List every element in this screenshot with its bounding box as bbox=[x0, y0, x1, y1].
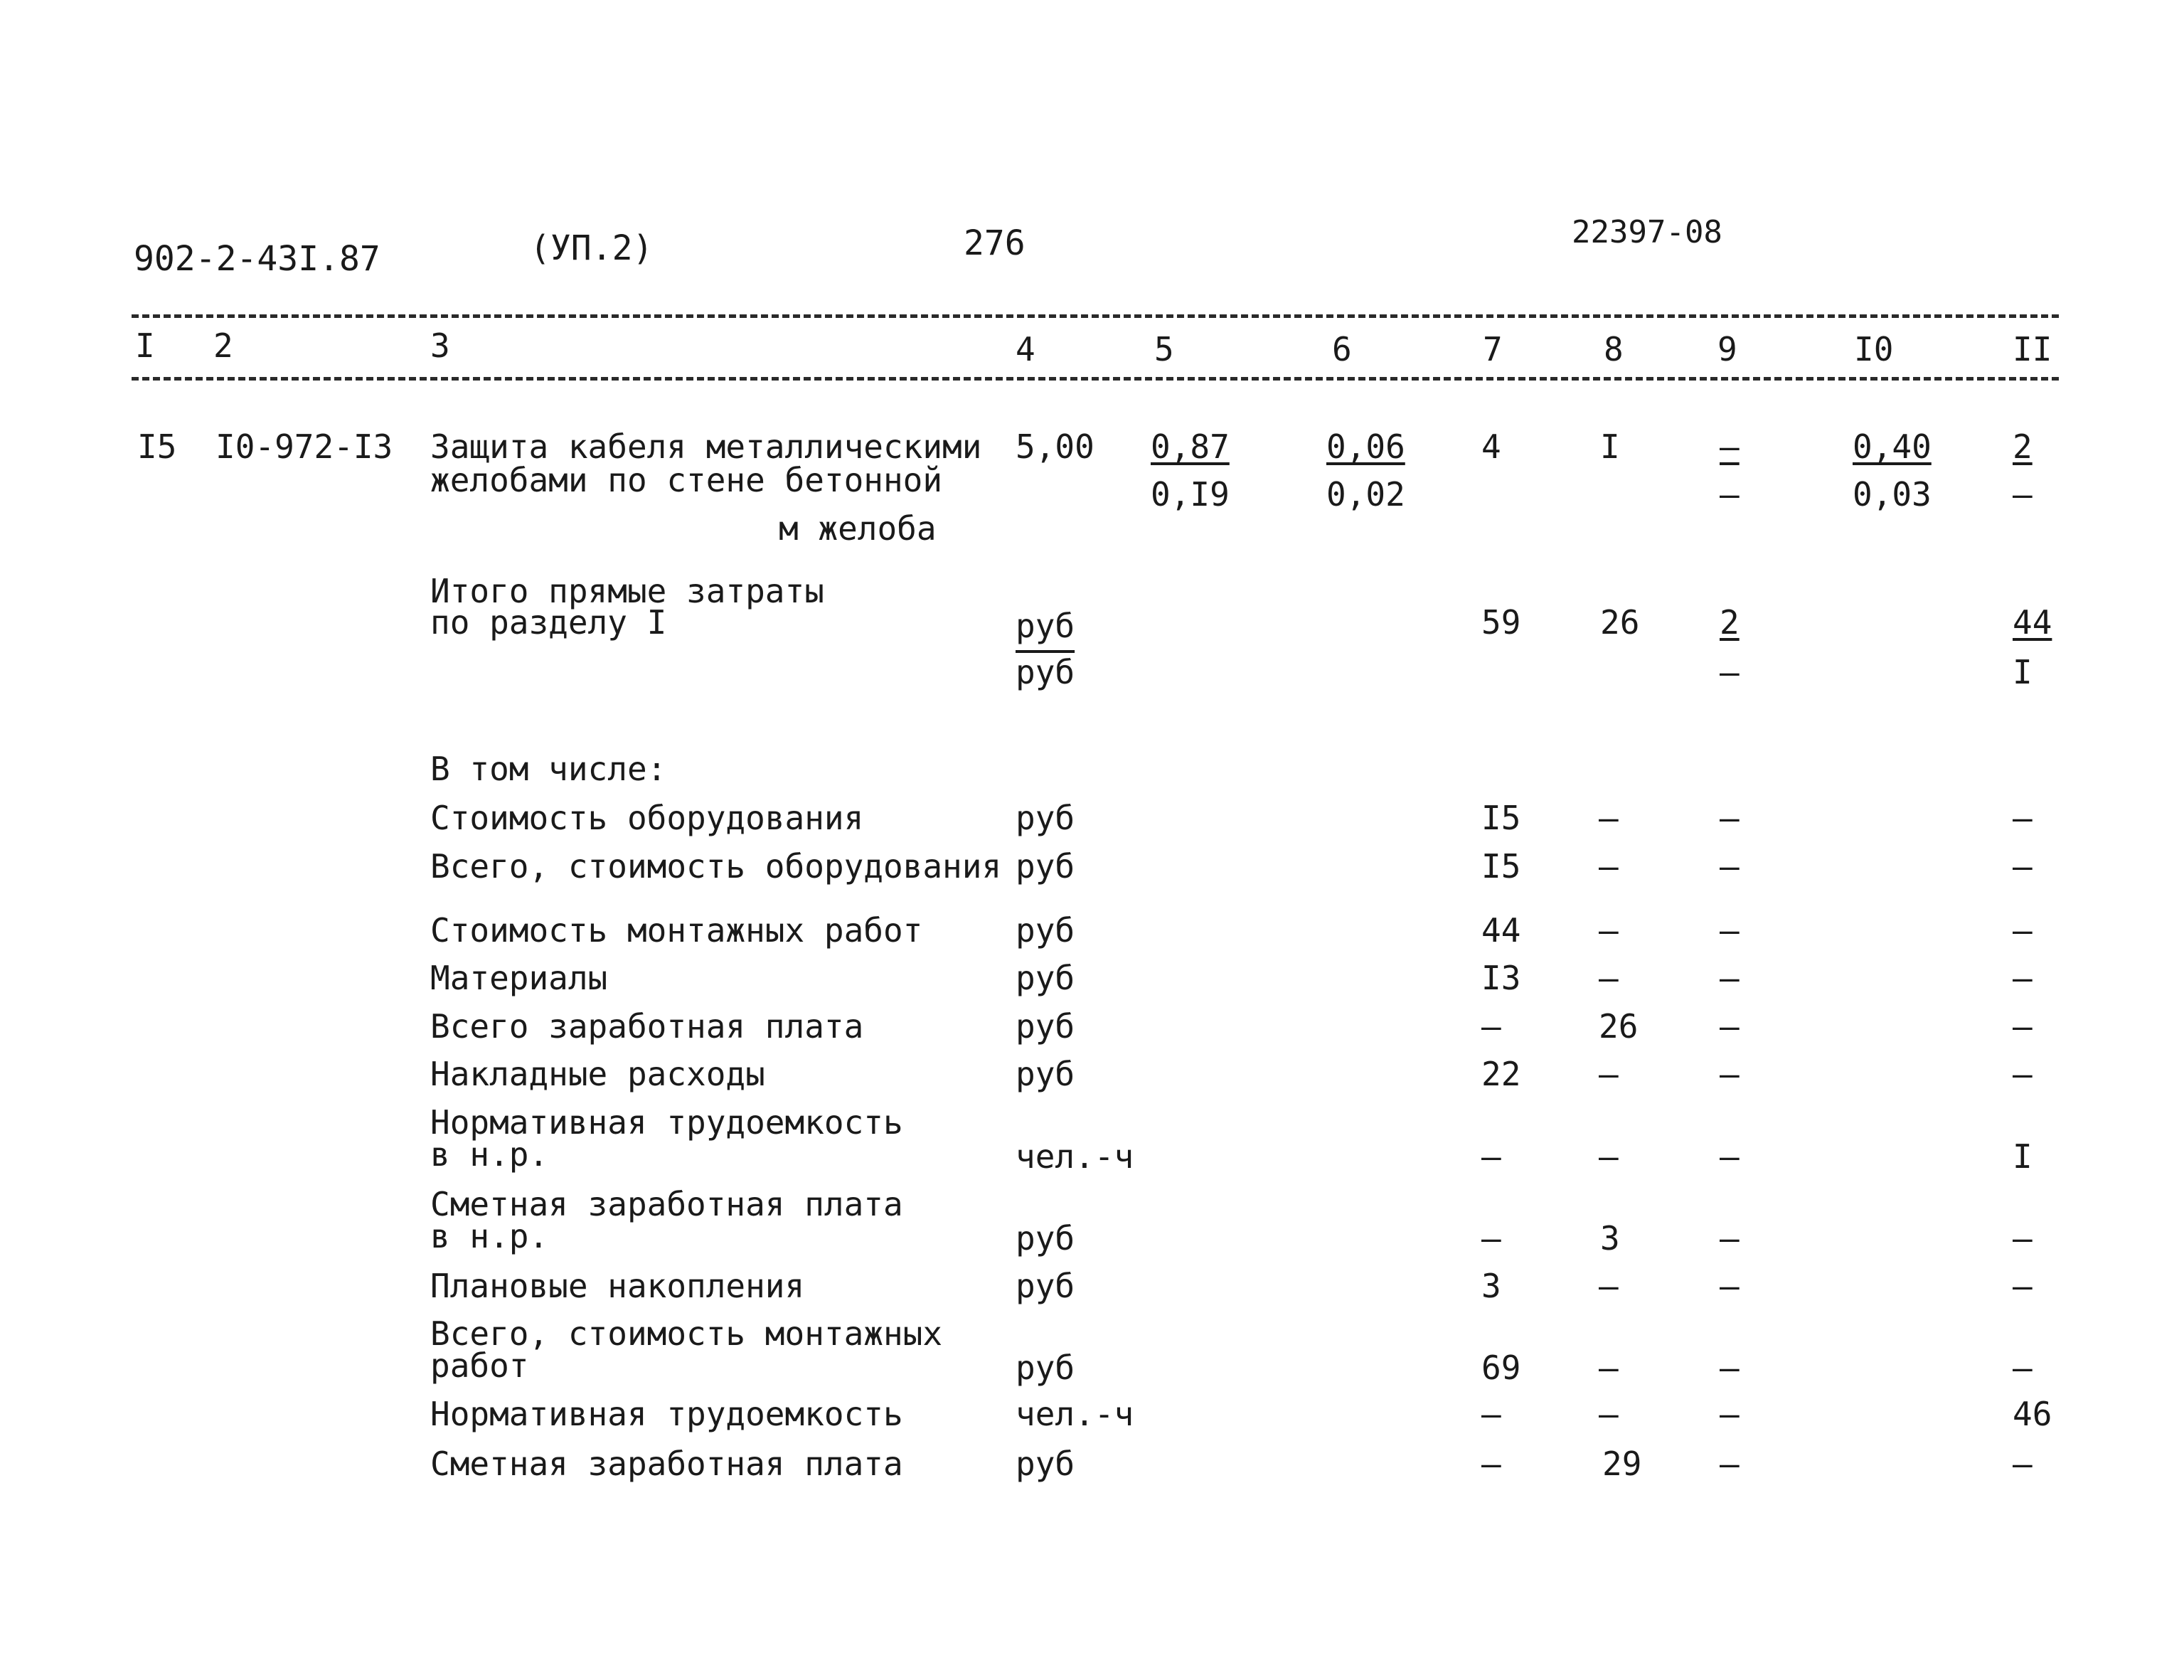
column-header-2: 2 bbox=[213, 326, 233, 365]
row-col7: 44 bbox=[1481, 911, 1521, 950]
column-header-7: 7 bbox=[1483, 330, 1503, 368]
row-col9: – bbox=[1720, 911, 1740, 950]
row-col9: – bbox=[1720, 1007, 1740, 1046]
item-code: I0-972-I3 bbox=[215, 427, 393, 466]
row-label: Сметная заработная плата bbox=[430, 1185, 903, 1223]
row-col11: – bbox=[2013, 1349, 2033, 1387]
total-col11-bottom: I bbox=[2013, 653, 2033, 691]
total-col9-bottom: – bbox=[1720, 653, 1740, 691]
item-col11-bottom: – bbox=[2013, 475, 2033, 514]
column-header-9: 9 bbox=[1717, 330, 1737, 368]
row-col7: I5 bbox=[1481, 847, 1521, 886]
row-label-continued: в н.р. bbox=[430, 1135, 549, 1174]
item-col7: 4 bbox=[1481, 427, 1501, 466]
column-header-8: 8 bbox=[1604, 330, 1624, 368]
row-label: Всего, стоимость монтажных bbox=[430, 1314, 943, 1353]
volume-label: (УП.2) bbox=[530, 228, 654, 268]
page-number: 276 bbox=[964, 223, 1026, 263]
table-header-rule bbox=[132, 377, 2059, 381]
row-col8: – bbox=[1599, 799, 1619, 837]
row-col7: 69 bbox=[1481, 1349, 1521, 1387]
row-label: Плановые накопления bbox=[430, 1267, 805, 1305]
item-description-line-1: Защита кабеля металлическими bbox=[430, 427, 982, 466]
row-label: Всего заработная плата bbox=[430, 1007, 864, 1046]
row-col11: – bbox=[2013, 959, 2033, 997]
row-col8: – bbox=[1599, 1137, 1619, 1176]
row-label-continued: в н.р. bbox=[430, 1217, 549, 1255]
row-col11: – bbox=[2013, 1445, 2033, 1483]
row-col7: – bbox=[1481, 1395, 1501, 1433]
row-col8: – bbox=[1599, 1055, 1619, 1093]
row-col7: – bbox=[1481, 1007, 1501, 1046]
row-label: Стоимость монтажных работ bbox=[430, 911, 923, 950]
row-col8: – bbox=[1599, 959, 1619, 997]
row-col8: – bbox=[1599, 1349, 1619, 1387]
row-col7: – bbox=[1481, 1137, 1501, 1176]
item-number: I5 bbox=[137, 427, 177, 466]
row-col9: – bbox=[1720, 1219, 1740, 1258]
row-col11: I bbox=[2013, 1137, 2033, 1176]
row-col11: – bbox=[2013, 1219, 2033, 1258]
column-header-4: 4 bbox=[1016, 330, 1035, 368]
row-col9: – bbox=[1720, 1137, 1740, 1176]
row-col7: – bbox=[1481, 1219, 1501, 1258]
item-col9-top: – bbox=[1720, 427, 1740, 466]
item-col10-bottom: 0,03 bbox=[1853, 475, 1932, 514]
item-col11-top: 2 bbox=[2013, 427, 2033, 466]
row-unit: руб bbox=[1016, 959, 1075, 997]
total-label-line-2: по разделу I bbox=[430, 603, 667, 642]
row-unit: чел.-ч bbox=[1016, 1395, 1134, 1433]
row-col11: – bbox=[2013, 799, 2033, 837]
row-unit: руб bbox=[1016, 847, 1075, 886]
row-label: Накладные расходы bbox=[430, 1055, 765, 1093]
row-col8: – bbox=[1599, 1267, 1619, 1305]
row-col9: – bbox=[1720, 1395, 1740, 1433]
row-col11: 46 bbox=[2013, 1395, 2052, 1433]
row-col9: – bbox=[1720, 1445, 1740, 1483]
row-unit: руб bbox=[1016, 1219, 1075, 1258]
row-label-continued: работ bbox=[430, 1346, 529, 1385]
row-label: Сметная заработная плата bbox=[430, 1445, 903, 1483]
row-unit: руб bbox=[1016, 1445, 1075, 1483]
row-col9: – bbox=[1720, 847, 1740, 886]
row-col8: – bbox=[1599, 911, 1619, 950]
row-col8: – bbox=[1599, 847, 1619, 886]
row-label: Материалы bbox=[430, 959, 608, 997]
including-heading: В том числе: bbox=[430, 750, 667, 788]
row-col9: – bbox=[1720, 959, 1740, 997]
row-unit: чел.-ч bbox=[1016, 1137, 1134, 1176]
total-col8: 26 bbox=[1600, 603, 1640, 642]
row-unit: руб bbox=[1016, 1055, 1075, 1093]
row-col8: – bbox=[1599, 1395, 1619, 1433]
sheet-code: 22397-08 bbox=[1572, 214, 1722, 250]
item-col6-top: 0,06 bbox=[1326, 427, 1405, 466]
row-col7: – bbox=[1481, 1445, 1501, 1483]
row-col8: 3 bbox=[1600, 1219, 1620, 1258]
row-col11: – bbox=[2013, 847, 2033, 886]
column-header-6: 6 bbox=[1332, 330, 1352, 368]
total-label-line-1: Итого прямые затраты bbox=[430, 572, 824, 610]
item-col10-top: 0,40 bbox=[1853, 427, 1932, 466]
row-col7: 3 bbox=[1481, 1267, 1501, 1305]
row-col9: – bbox=[1720, 799, 1740, 837]
row-col8: 26 bbox=[1599, 1007, 1639, 1046]
row-unit: руб bbox=[1016, 911, 1075, 950]
row-col9: – bbox=[1720, 1349, 1740, 1387]
total-col9-top: 2 bbox=[1720, 603, 1740, 642]
row-unit: руб bbox=[1016, 1007, 1075, 1046]
total-col11-top: 44 bbox=[2013, 603, 2052, 642]
row-col11: – bbox=[2013, 1267, 2033, 1305]
row-label: Стоимость оборудования bbox=[430, 799, 864, 837]
item-col8: I bbox=[1600, 427, 1620, 466]
column-header-3: 3 bbox=[430, 326, 450, 365]
row-col9: – bbox=[1720, 1055, 1740, 1093]
row-col7: 22 bbox=[1481, 1055, 1521, 1093]
column-header-11: II bbox=[2013, 330, 2052, 368]
row-col7: I3 bbox=[1481, 959, 1521, 997]
item-description-line-2: желобами по стене бетонной bbox=[430, 461, 943, 499]
total-col7: 59 bbox=[1481, 603, 1521, 642]
column-header-1: I bbox=[135, 326, 155, 365]
item-col5-bottom: 0,I9 bbox=[1151, 475, 1230, 514]
document-code: 902-2-43I.87 bbox=[134, 239, 380, 279]
row-col11: – bbox=[2013, 911, 2033, 950]
row-label: Всего, стоимость оборудования bbox=[430, 847, 1002, 886]
column-header-5: 5 bbox=[1154, 330, 1174, 368]
row-col7: I5 bbox=[1481, 799, 1521, 837]
item-unit: м желоба bbox=[779, 509, 937, 548]
row-label: Нормативная трудоемкость bbox=[430, 1103, 903, 1142]
total-unit-top: руб bbox=[1016, 607, 1075, 645]
column-header-10: I0 bbox=[1854, 330, 1894, 368]
row-label: Нормативная трудоемкость bbox=[430, 1395, 903, 1433]
item-quantity: 5,00 bbox=[1016, 427, 1094, 466]
row-col8: 29 bbox=[1602, 1445, 1642, 1483]
total-unit-bottom: руб bbox=[1016, 653, 1075, 691]
item-col5-top: 0,87 bbox=[1151, 427, 1230, 466]
row-unit: руб bbox=[1016, 799, 1075, 837]
row-unit: руб bbox=[1016, 1267, 1075, 1305]
item-col6-bottom: 0,02 bbox=[1326, 475, 1405, 514]
row-col9: – bbox=[1720, 1267, 1740, 1305]
row-col11: – bbox=[2013, 1055, 2033, 1093]
item-col9-bottom: – bbox=[1720, 475, 1740, 514]
row-col11: – bbox=[2013, 1007, 2033, 1046]
table-top-rule bbox=[132, 314, 2059, 318]
row-unit: руб bbox=[1016, 1349, 1075, 1387]
